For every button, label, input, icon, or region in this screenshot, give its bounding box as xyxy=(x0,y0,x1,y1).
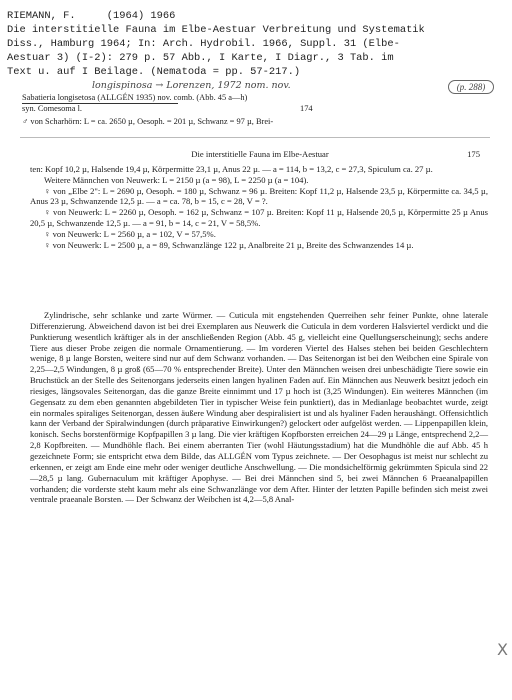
measure-line: ♀ von Neuwerk: L = 2500 µ, a = 89, Schwanzlänge 122 µ, Analbreite 21 µ, Breite des Schwanzendes 14 µ. xyxy=(44,239,414,250)
page-number: 175 xyxy=(467,149,480,159)
measurements-block xyxy=(30,164,488,250)
card-citation-line-2: Aestuar 3) (I-2): 279 p. 57 Abb., I Karte, I Diagr., 3 Tab. im xyxy=(7,52,394,64)
measure-line: ♀ von Neuwerk: L = 2560 µ, a = 102, V = 57,5%. xyxy=(44,228,216,239)
margin-mark: X xyxy=(497,640,508,659)
running-head-title: Die interstitielle Fauna im Elbe-Aestuar xyxy=(191,149,329,159)
handwritten-note: longispinosa → Lorenzen, 1972 nom. nov. xyxy=(92,80,291,91)
measure-line: ten: Kopf 10,2 µ, Halsende 19,4 µ, Körpermitte 23,1 µ, Anus 22 µ. — a = 114, b = 13,2, c = 27,3, Spiculum ca. 27 µ. xyxy=(30,164,433,174)
male-measurements: ♂ von Scharhörn: L = ca. 2650 µ, Oesoph. = 201 µ, Schwanz = 97 µ, Brei- xyxy=(22,117,274,126)
card-citation-line-3: Text u. auf I Beilage. (Nematoda = pp. 57-217.) xyxy=(7,66,301,78)
page-reference: (p. 288) xyxy=(448,80,494,94)
measure-line: Weitere Männchen von Neuwerk: L = 2150 µ (a = 98), L = 2250 µ (a = 104). xyxy=(44,174,309,185)
running-header xyxy=(30,149,490,161)
species-heading: Sabatieria longisetosa (ALLGÉN 1935) nov. comb. (Abb. 45 a—h) xyxy=(22,93,248,102)
card-citation-line-1: Diss., Hamburg 1964; In: Arch. Hydrobil. 1966, Suppl. 31 (Elbe- xyxy=(7,38,400,50)
measure-line: ♀ von „Elbe 2": L = 2690 µ, Oesoph. = 180 µ, Schwanz = 96 µ. Breiten: Kopf 11,2 µ, Halsende 23,5 µ, Körpermitte ca. 34,5 µ, Anus 23 µ, Schwanzende 12,5 µ. — a = ca. 78, b = 15, c = 28, V = ?. xyxy=(30,185,488,207)
small-page-number: 174 xyxy=(300,104,313,113)
description-block xyxy=(30,310,488,505)
card-title-line: Die interstitielle Fauna im Elbe-Aestuar Verbreitung und Systematik xyxy=(7,24,425,36)
synonym-line: syn. Comesoma l. xyxy=(22,104,83,113)
measure-line: ♀ von Neuwerk: L = 2260 µ, Oesoph. = 162 µ, Schwanz = 107 µ. Breiten: Kopf 11 µ, Halsende 20,5 µ, Körpermitte 25 µ Anus 20,5 µ, Schwanzende 12,5 µ. — a = 91, b = 14, c = 21, V = 58,5%. xyxy=(30,207,488,228)
page-divider xyxy=(20,137,490,138)
card-author-line: RIEMANN, F. (1964) 1966 xyxy=(7,10,176,22)
description-paragraph: Zylindrische, sehr schlanke und zarte Würmer. — Cuticula mit engstehenden Querreihen sehr feiner Punkte, ohne laterale Differenzierung. Abweichend davon ist bei drei Exemplaren aus Neuwerk die Cuticula in dem vorderen Halsviertel verdickt und die Punktierung wesentlich kräftiger als in der anschließenden Region (Abb. 45 g, vielleicht eine Quellungserscheinung); sechs andere Tiere aus dieser Probe zeigen die normale Ornamentierung. — Im vorderen Viertel des Halses stehen bei beiden Geschlechtern wenige, 8 µ lange Borsten, weitere sind nur auf dem Schwanz vorhanden. — Das Seitenorgan ist bei den Weibchen eine Spirale von 2,25—2,5 Windungen, 8 µ groß (65—70 % entsprechender Breite). Unter den Männchen weisen drei unbeschädigte Tiere sowie ein Bruchstück an der Stelle des Seitenorgans jederseits einen langen hyalinen Faden auf. Ein Männchen aus Neuwerk besitzt jedoch ein riesiges, längsovales Seitenorgan, das die ganze Breite einnimmt und 17 µ hoch ist (3,25 Windungen). Ein weiteres Männchen (im Gegensatz zu dem eben genannten abgebildeten Tier in typischer Weise fein punktiert), das in Medianlage beobachtet wurde, zeigt ein normales spiraliges Seitenorgan, dessen äußere Windung aber despiralisiert ist und als hyaliner Faden heraushängt. Offensichtlich kann der Verband der Spiralwindungen (durch präparative Einwirkungen?) gelockert oder aufgelöst werden. — Lippenpapillen klein, konisch. Sechs borstenförmige Kopfpapillen 3 µ lang. Die vier kräftigen Kopfborsten erreichen 24—29 µ Länge, entsprechend 2,2—2,8 Kopfbreiten. — Mundhöhle flach. Bei einem aberranten Tier (wohl Häutungsstadium) hat die Mundhöhle die auf Abb. 45 h gezeichnete Form; sie entspricht etwa dem Bilde, das ALLGÉN vom Typus zeichnete. — Der Oesophagus ist meist nur schlecht zu erkennen, er zeigt am Ende eine mehr oder weniger deutliche Anschwellung. — Die mondsichelförmig gekrümmten Spicula sind 22—28,5 µ lang. Gubernaculum mit kräftiger Apophyse. — Bei drei Männchen sind 5, bei zwei Männchen 6 Praeanalpapillen vorhanden; die vorderste steht kaum mehr als eine Schwanzlänge vor dem After. Hinter der letzten Papille befinden sich meist zwei ventrale praeanale Borsten. — Der Schwanz der Weibchen ist 4,2—5,8 Anal- xyxy=(30,310,488,505)
